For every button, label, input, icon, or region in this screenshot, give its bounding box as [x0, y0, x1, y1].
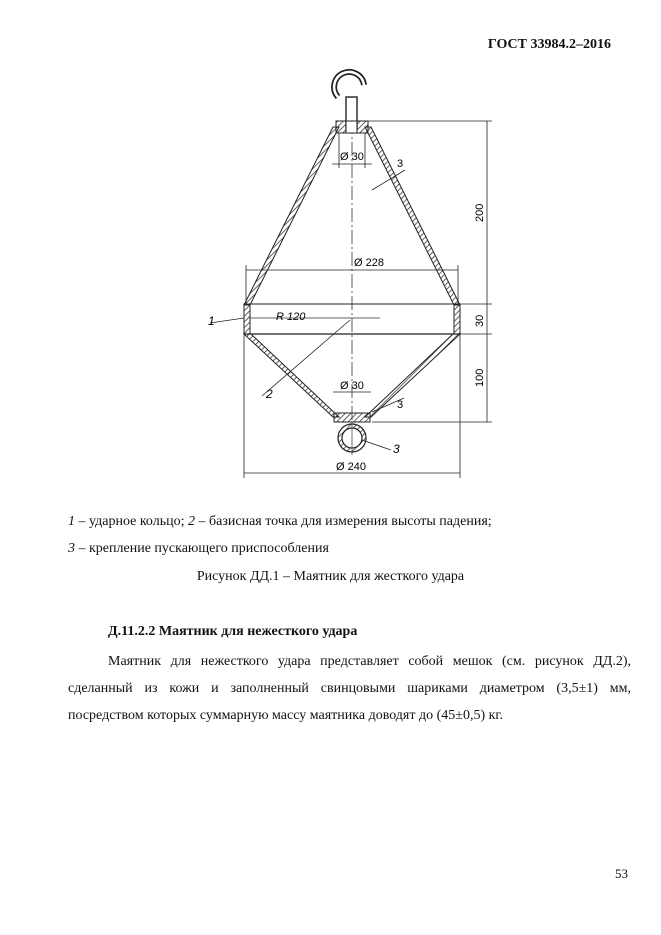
dim-top-diameter-label: Ø 30: [340, 151, 364, 163]
document-code: ГОСТ 33984.2–2016: [487, 37, 611, 52]
legend-line-2: [68, 541, 329, 557]
dim-total-diameter-label: Ø 240: [336, 461, 366, 473]
lower-cone-right-wall: [365, 334, 460, 417]
legend-num-3: 3: [68, 541, 75, 556]
dim-upper-height-label: 200: [474, 203, 486, 222]
thickness-leaders: [372, 170, 405, 412]
legend-num-1: 1: [68, 514, 75, 529]
figure-caption: Рисунок ДД.1 – Маятник для жесткого удара: [196, 569, 465, 584]
callout-2: 2: [266, 387, 273, 401]
dim-radius-label: R 120: [276, 311, 306, 323]
dim-band-height-label: 30: [474, 314, 486, 327]
bottom-ring: [338, 422, 366, 455]
thickness-lower-label: 3: [397, 399, 404, 411]
legend-text-1: – ударное кольцо;: [75, 514, 188, 529]
page-number: 53: [615, 866, 628, 881]
legend-text-3: – крепление пускающего приспособления: [75, 541, 329, 556]
lower-cone-left-wall: [244, 334, 339, 417]
legend-num-2: 2: [188, 514, 195, 529]
legend-text-2: – базисная точка для измерения высоты падения;: [195, 514, 492, 529]
dim-bottom-diameter-label: Ø 30: [340, 380, 364, 392]
hook: [334, 72, 364, 129]
legend-line-1: [68, 514, 492, 530]
dim-lower-height-label: 100: [474, 368, 486, 387]
callout-1: 1: [208, 314, 215, 328]
body-paragraph: Маятник для нежесткого удара представляет собой мешок (см. рисунок ДД.2), сделанный из кожи и заполненный свинцовыми шариками диаметром (3,5±1) мм, посредством которых суммарную массу маятника доводят до (45±0,5) кг.: [68, 654, 631, 723]
thickness-upper-label: 3: [397, 158, 404, 170]
top-hub: [336, 121, 368, 133]
upper-cone-left-wall: [244, 127, 339, 305]
dim-mid-diameter-label: Ø 228: [354, 257, 384, 269]
callout-3: 3: [393, 442, 400, 456]
bottom-hub: [334, 413, 370, 422]
section-heading: Д.11.2.2 Маятник для нежесткого удара: [108, 624, 358, 639]
upper-cone-right-wall: [365, 127, 460, 305]
